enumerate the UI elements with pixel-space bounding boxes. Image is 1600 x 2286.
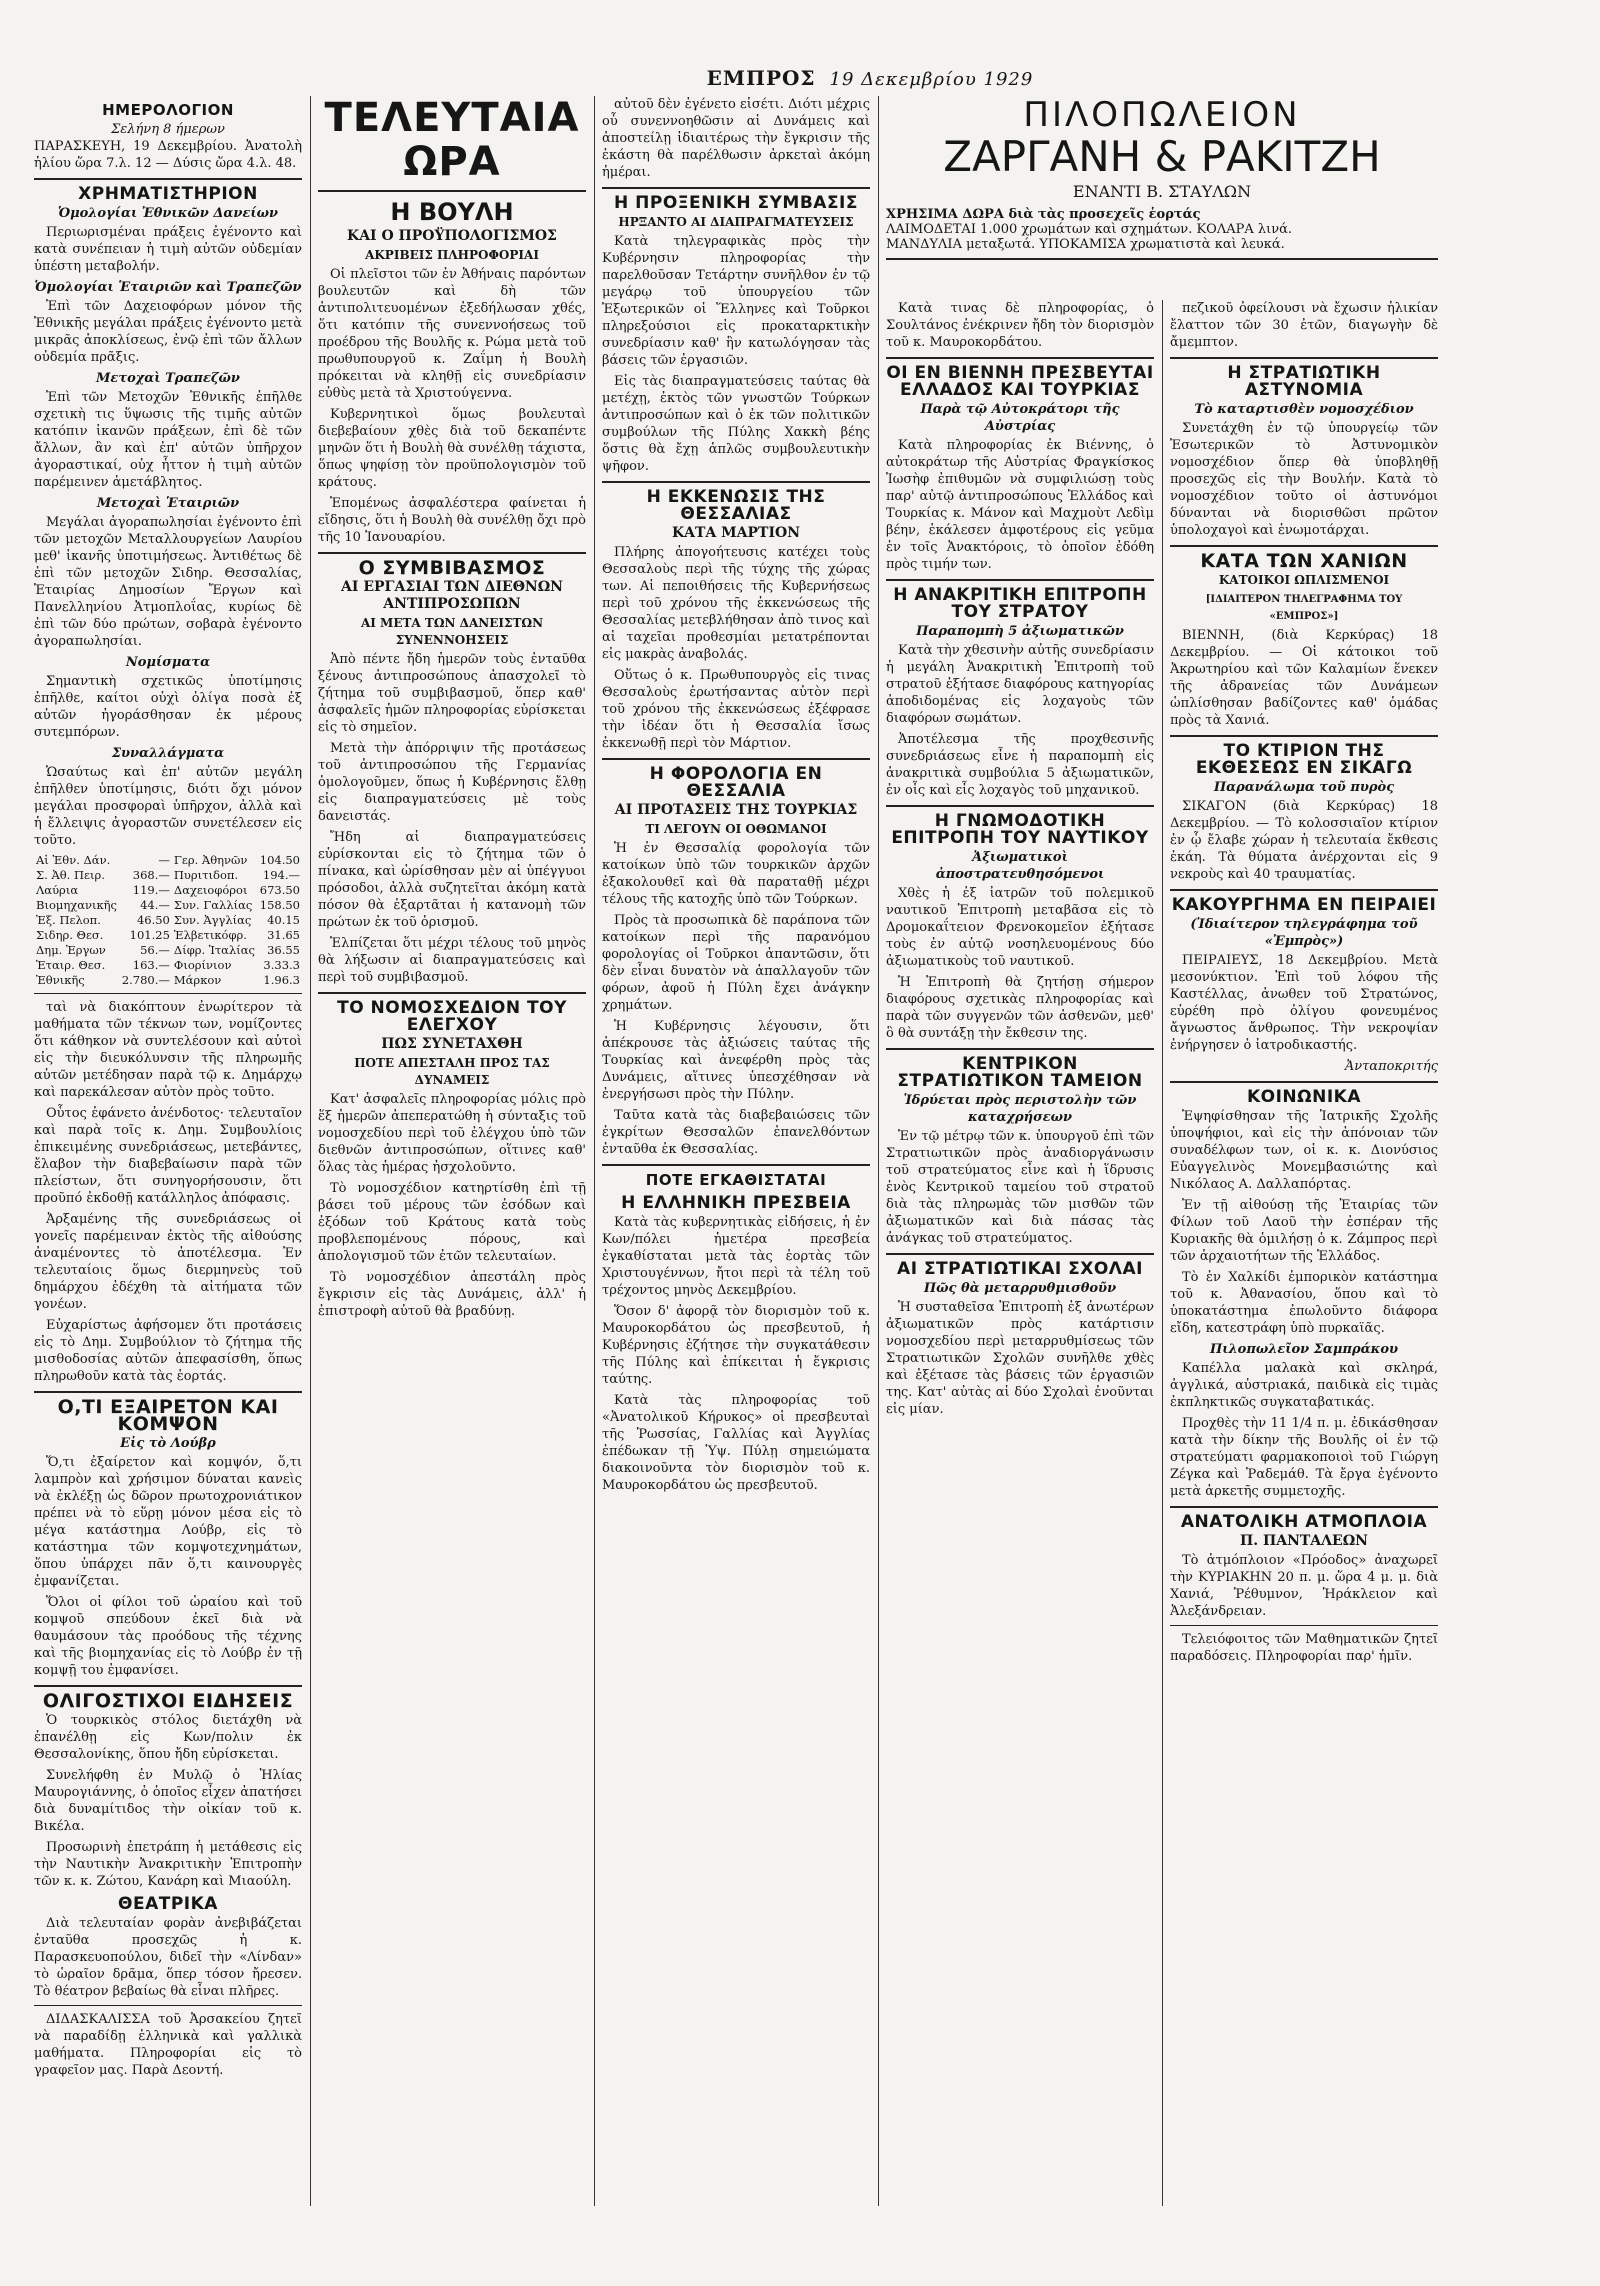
subhead: ΗΡΞΑΝΤΟ ΑΙ ΔΙΑΠΡΑΓΜΑΤΕΥΣΕΙΣ [618, 215, 854, 229]
security-price: 40.15 [267, 913, 300, 927]
article-text: Χθὲς ἡ ἐξ ἰατρῶν τοῦ πολεμικοῦ ναυτικοῦ Ἐπιτροπὴ μεταβᾶσα εἰς τὸ Δρομοκαΐτειον Φρενοκομεῖον ἐξήτασε τοὺς ἐν αὐτῷ νοσηλευομένους δύο ἀξιωματικοὺς τοῦ ναυτικοῦ. [886, 886, 1154, 969]
advert-title: ΖΑΡΓΑΝΗ & ΡΑΚΙΤΖΗ [943, 132, 1381, 181]
market-row [34, 883, 302, 898]
security-name: Σ. Ἀθ. Πειρ. [36, 868, 105, 882]
article-text: Τὸ νομοσχέδιον κατηρτίσθη ἐπὶ τῇ βάσει τοῦ μέρους τῶν ἐσόδων καὶ ἐξόδων τοῦ Κράτους κατὰ τοὺς προβλεπομένους πόρους, καὶ ἀπολογισμοῦ τῶν ἐτῶν τελευταίων. [318, 1181, 586, 1264]
article-text: Πλήρης ἀπογοήτευσις κατέχει τοὺς Θεσσαλοὺς περὶ τῆς τύχης τῆς χώρας των. Αἱ πεποιθήσεις τῆς Κυβερνήσεως περὶ τοῦ χρόνου τῆς ἐκκενώσεως τῆς Θεσσαλίας μετεβλήθησαν ἀπὸ τινος καὶ αἱ ταχεῖαι προθεσμίαι μετατρέπονται εἰς μακρὰς ἀναβολάς. [602, 545, 870, 662]
security-name: Δημ. Ἐργων [36, 943, 106, 957]
headline: Η ΦΟΡΟΛΟΓΙΑ ΕΝ ΘΕΣΣΑΛΙΑ [649, 764, 823, 801]
section-rule [34, 1685, 302, 1687]
column-2 [318, 96, 586, 1324]
section-rule [886, 1253, 1154, 1255]
article-text: Κατὰ πληροφορίας ἐκ Βιέννης, ὁ αὐτοκράτωρ τῆς Αὐστρίας Φραγκίσκος Ἰωσὴφ ἐπιθυμῶν νὰ συμφιλιώσῃ τοὺς παρ' αὐτῷ ἀντιπροσώπους Ἑλλάδος καὶ Τουρκίας κ. Μάνον καὶ Μαχμοὺτ Λεδὶμ βέην, ἐκάλεσεν ἀμφοτέρους εἰς γεῦμα ἐν τοῖς Ἀνακτόροις, τὸ ὁποῖον ἐδόθη πρὸς τιμήν των. [886, 438, 1154, 572]
subhead: ΑΙ ΕΡΓΑΣΙΑΙ ΤΩΝ ΔΙΕΘΝΩΝ ΑΝΤΙΠΡΟΣΩΠΩΝ [341, 579, 563, 612]
subhead: Πιλοπωλεῖον Σαμπράκου [1209, 1342, 1399, 1357]
article-text: Τὸ νομοσχέδιον ἀπεστάλη πρὸς ἔγκρισιν εἰς τὰς Δυνάμεις, ἀλλ' ἡ ἐπιστροφὴ αὐτοῦ θὰ βραδύνῃ. [318, 1270, 586, 1319]
security-price: 1.96.3 [263, 973, 300, 987]
headline: ΑΝΑΤΟΛΙΚΗ ΑΤΜΟΠΛΟΙΑ [1180, 1512, 1428, 1532]
article-text: Ἀπὸ πέντε ἤδη ἡμερῶν τοὺς ἐνταῦθα ξένους ἀντιπροσώπους ἀπασχολεῖ τὸ ζήτημα τοῦ συμβιβασμοῦ, ὅπερ καθ' ἀσφαλεῖς ἡμῶν πληροφορίας εὑρίσκεται εἰς τὸ σημεῖον. [318, 652, 586, 735]
hat-shop-advert [886, 96, 1438, 266]
security-price: 163.— [132, 958, 170, 972]
article-text: Ἐπομένως ἀσφαλέστερα φαίνεται ἡ εἴδησις, ὅτι ἡ Βουλὴ θὰ συνέλθῃ ὄχι πρὸ τῆς 10 Ἰανουαρίου. [318, 496, 586, 545]
security-price: 56.— [140, 943, 170, 957]
section-rule [1170, 1625, 1438, 1626]
subhead: ΑΙ ΠΡΟΤΑΣΕΙΣ ΤΗΣ ΤΟΥΡΚΙΑΣ [614, 802, 858, 818]
subhead: [ΙΔΙΑΙΤΕΡΟΝ ΤΗΛΕΓΡΑΦΗΜΑ ΤΟΥ «ΕΜΠΡΟΣ»] [1205, 594, 1403, 622]
section-rule [34, 178, 302, 180]
subhead: Μετοχαὶ Τραπεζῶν [96, 371, 240, 386]
security-name: Συν. Ἀγγλίας [173, 913, 252, 927]
headline: ΟΙ ΕΝ ΒΙΕΝΝΗ ΠΡΕΣΒΕΥΤΑΙ ΕΛΛΑΔΟΣ ΚΑΙ ΤΟΥΡΚΙΑΣ [886, 363, 1154, 400]
column-divider [878, 96, 879, 2206]
subhead: Ἱδρύεται πρὸς περιστολὴν τῶν καταχρήσεων [903, 1093, 1137, 1125]
article-text: Ὅλοι οἱ φίλοι τοῦ ὡραίου καὶ τοῦ κομψοῦ σπεύδουν ἐκεῖ διὰ νὰ θαυμάσουν τὰς προόδους τῆς τέχνης καὶ τῆς βιομηχανίας εἰς τὸ Λούβρ ἐν τῇ κομψῇ του ἐμφανίσει. [34, 1595, 302, 1678]
article-text: πεζικοῦ ὀφείλουσι νὰ ἔχωσιν ἡλικίαν ἔλαττον τῶν 30 ἐτῶν, διαγωγὴν δὲ ἄμεμπτον. [1170, 301, 1438, 350]
article-text: Ὡσαύτως καὶ ἐπ' αὐτῶν μεγάλη ἐπῆλθεν ὑποτίμησις, διότι ὄχι μόνον μεγάλαι προσφοραὶ ὑπῆρχον, ἀλλὰ καὶ ἡ ἔλλειψις ἀγοραστῶν συνετέλεσεν εἰς τοῦτο. [34, 765, 302, 848]
article-text: Εὐχαρίστως ἀφήσομεν ὅτι προτάσεις εἰς τὸ Δημ. Συμβούλιον τὸ ζήτημα τῆς μισθοδοσίας αὐτῶν ἀπεφασίσθη, ὅπως πληρωθοῦν κατὰ τὰς ἑορτάς. [34, 1318, 302, 1384]
column-3 [602, 96, 870, 1498]
article-text: Κυβερνητικοὶ ὅμως βουλευταὶ διεβεβαίουν χθὲς διὰ τοῦ δεκαπέντε μηνῶν ὅτι ἡ Βουλὴ θὰ συνέλθῃ τάχιστα, ὅπως ψηφίσῃ τὸν προϋπολογισμὸν τοῦ κράτους. [318, 407, 586, 490]
article-text: Τὸ ἀτμόπλοιον «Πρόοδος» ἀναχωρεῖ τὴν ΚΥΡΙΑΚΗΝ 20 π. μ. ὥρα 4 μ. μ. διὰ Χανιά, Ῥέθυμνον, Ἡράκλειον καὶ Ἀλεξάνδρειαν. [1170, 1553, 1438, 1619]
advert-title: ΠΙΛΟΠΩΛΕΙΟΝ [1023, 95, 1301, 135]
article-text: Εἰς τὰς διαπραγματεύσεις ταύτας θὰ μετέχῃ, ἐκτὸς τῶν γνωστῶν Τούρκων ἀντιπροσώπων καὶ ὁ ἐκ τῶν πολιτικῶν συμβούλων τῆς Πύλης Χακκὴ βέης ὅστις θὰ ἔχῃ ἁπλῶς συμβουλευτικὴν ψῆφον. [602, 374, 870, 474]
article-text: Προσωρινὴ ἐπετράπη ἡ μετάθεσις εἰς τὴν Ναυτικὴν Ἀνακριτικὴν Ἐπιτροπὴν τῶν κ. κ. Ζώτου, Κανάρη καὶ Μιαούλη. [34, 1840, 302, 1889]
column-5 [1170, 300, 1438, 1669]
market-row [34, 898, 302, 913]
article-text: Ἀρξαμένης τῆς συνεδριάσεως οἱ γονεῖς παρέμειναν ἐκτὸς τῆς αἰθούσης ἀναμένοντες τὸ ἀποτέλεσμα. Ἐν τελευταίοις ὅμως διερμηνεὺς τοῦ δημάρχου ἐδέχθη τὰ αἰτήματα τῶν γονέων. [34, 1212, 302, 1312]
section-rule [886, 1048, 1154, 1050]
security-price: 44.— [140, 898, 170, 912]
market-row [34, 868, 302, 883]
security-price: 119.— [132, 883, 170, 897]
section-rule [886, 258, 1438, 260]
security-price: — [158, 853, 170, 867]
article-text: ΒΙΕΝΝΗ, (διὰ Κερκύρας) 18 Δεκεμβρίου. — Οἱ κάτοικοι τοῦ Ἀκρωτηρίου καὶ τῶν Καλαμίων ἕνεκεν τῆς ἀδρανείας τῶν Δυνάμεων ὡπλίσθησαν βαδίζοντες καθ' ὁμάδας πρὸς τὰ Χανιά. [1170, 628, 1438, 728]
subhead: ΚΑΙ Ο ΠΡΟΫΠΟΛΟΓΙΣΜΟΣ [347, 228, 557, 244]
subhead: Νομίσματα [125, 655, 211, 670]
section-rule [318, 992, 586, 994]
section-rule [1170, 545, 1438, 547]
security-name: Αἱ Ἐθν. Δάν. [36, 853, 111, 867]
headline: Η ΓΝΩΜΟΔΟΤΙΚΗ ΕΠΙΤΡΟΠΗ ΤΟΥ ΝΑΥΤΙΚΟΥ [891, 811, 1149, 848]
section-rule [1170, 357, 1438, 359]
advert-line: ΛΑΙΜΟΔΕΤΑΙ 1.000 χρωμάτων καὶ σχημάτων. ΚΟΛΑΡΑ λινά. [886, 222, 1293, 237]
headline: Ο ΣΥΜΒΙΒΑΣΜΟΣ [358, 557, 546, 579]
article-text: Ἀποτέλεσμα τῆς προχθεσινῆς συνεδριάσεως εἶνε ἡ παραπομπὴ εἰς ἀνακριτικὰ συμβούλια 5 ἀξιωματικῶν, ἐν οἷς καὶ εἷς λοχαγὸς τοῦ μηχανικοῦ. [886, 732, 1154, 798]
subhead: Παρανάλωμα τοῦ πυρὸς [1213, 780, 1395, 795]
article-text: Ἐν τῷ μέτρῳ τῶν κ. ὑπουργοῦ ἐπὶ τῶν Στρατιωτικῶν πρὸς ἀναδιοργάνωσιν τοῦ στρατεύματος εἶνε καὶ ἡ ἵδρυσις ἐνὸς Κεντρικοῦ ταμείου τοῦ στρατοῦ διὰ τὰς πληρωμὰς τῶν μισθῶν τῶν ἀξιωματικῶν καὶ διὰ πάσας τὰς ἀνάγκας τοῦ στρατεύματος. [886, 1129, 1154, 1246]
subhead: ΠΩΣ ΣΥΝΕΤΑΧΘΗ [381, 1036, 523, 1052]
subhead: Ὁμολογίαι Ἑταιριῶν καὶ Τραπεζῶν [34, 280, 302, 295]
subhead: Ὁμολογίαι Ἐθνικῶν Δανείων [57, 206, 279, 221]
security-name: Ἑλβετικόφρ. [173, 928, 247, 942]
security-price: 101.25 [129, 928, 170, 942]
subhead: Μετοχαὶ Ἑταιριῶν [96, 496, 240, 511]
column-4 [886, 300, 1154, 1422]
headline: ΚΕΝΤΡΙΚΟΝ ΣΤΡΑΤΙΩΤΙΚΟΝ ΤΑΜΕΙΟΝ [897, 1054, 1143, 1091]
column-divider [594, 96, 595, 2206]
security-name: Φιορίνιον [173, 958, 232, 972]
subhead: Εἰς τὸ Λούβρ [120, 1436, 216, 1451]
article-text: Καπέλλα μαλακὰ καὶ σκληρά, ἀγγλικά, αὐστριακά, παιδικὰ εἰς τιμὰς ἐκπληκτικῶς συγκαταβατικάς. [1170, 1361, 1438, 1410]
subhead: ΚΑΤΑ ΜΑΡΤΙΟΝ [671, 525, 801, 541]
subhead: Πῶς θὰ μεταρρυθμισθοῦν [923, 1281, 1117, 1296]
subhead: ΚΑΤΟΙΚΟΙ ΩΠΛΙΣΜΕΝΟΙ [1218, 573, 1390, 587]
article-text: Προχθὲς τὴν 11 1/4 π. μ. ἐδικάσθησαν κατὰ τὴν δίκην τῆς Βουλῆς οἱ ἐν τῷ στρατεύματι φαρμακοποιοὶ τοῦ Γιώργη Ζέγκα καὶ Ῥαδεμάθ. Τὰ ἔργα ἐγένοντο μετὰ ἀρκετῆς συμμετοχῆς. [1170, 1416, 1438, 1499]
article-text: Ὅ,τι ἐξαίρετον καὶ κομψόν, ὅ,τι λαμπρὸν καὶ χρήσιμον δύναται κανεὶς νὰ ἐκλέξῃ ὡς δῶρον πρωτοχρονιάτικον πρέπει νὰ τὸ εὕρῃ μόνον μέσα εἰς τὸ μέγα κατάστημα Λούβρ, εἰς τὸ κατάστημα τῶν κομψοτεχνημάτων, ὅπου ὑπάρχει πᾶν ὅ,τι καινουργὲς ἐμφανίζεται. [34, 1455, 302, 1589]
security-price: 31.65 [267, 928, 300, 942]
advert-line: ΧΡΗΣΙΜΑ ΔΩΡΑ διὰ τὰς προσεχεῖς ἑορτάς [886, 207, 1201, 222]
classified-ad: Τελειόφοιτος τῶν Μαθηματικῶν ζητεῖ παραδόσεις. Πληροφορίαι παρ' ἡμῖν. [1170, 1632, 1438, 1664]
article-text: Ἐπὶ τῶν Δαχειοφόρων μόνον τῆς Ἐθνικῆς μεγάλαι πράξεις ἐγένοντο μετὰ μικρᾶς ἀποκλίσεως, ἐνῷ ἐπὶ τῶν ἄλλων οὐδεμία πρᾶξις. [34, 299, 303, 365]
market-row [34, 928, 302, 943]
article-text: Συνελήφθη ἐν Μυλῷ ὁ Ἠλίας Μαυρογιάννης, ὁ ὁποῖος εἶχεν ἀπατήσει διὰ δυναμίτιδος τὴν οἰκίαν τοῦ κ. Βικέλα. [34, 1768, 302, 1834]
article-text: Κατ' ἀσφαλεῖς πληροφορίας μόλις πρὸ ἕξ ἡμερῶν ἀπεπερατώθη ἡ σύνταξις τοῦ νομοσχεδίου περὶ τοῦ ἐλέγχου ὑπὸ τῶν διεθνῶν ἀντιπροσώπων, οἵτινες καθ' ὅλας τὰς ἡμέρας ἠσχολοῦντο. [318, 1092, 586, 1175]
article-text: Οὗτος ἐφάνετο ἀνένδοτος· τελευταῖον καὶ παρὰ τοῖς κ. Δημ. Συμβουλίοις ἐπικειμένης συνεδριάσεως, μετεβάντες, ἔλαβον τὴν διαβεβαίωσιν παρὰ τῶν πλείστων, ὅτι συνηγορήσουσιν, ὅτι προῦπό ἐκδοθῇ κατάλληλος ἀπόφασις. [34, 1106, 302, 1206]
headline: Η ΒΟΥΛΗ [390, 198, 514, 226]
security-name: Δίφρ. Ἰταλίας [173, 943, 255, 957]
headline: ΚΑΚΟΥΡΓΗΜΑ ΕΝ ΠΕΙΡΑΙΕΙ [1171, 895, 1437, 915]
headline: ΟΛΙΓΟΣΤΙΧΟΙ ΕΙΔΗΣΕΙΣ [42, 1690, 294, 1712]
security-price: 36.55 [267, 943, 300, 957]
subhead: Τὸ καταρτισθὲν νομοσχέδιον [1194, 402, 1414, 417]
headline: ΤΟ ΚΤΙΡΙΟΝ ΤΗΣ ΕΚΘΕΣΕΩΣ ΕΝ ΣΙΚΑΓΩ [1195, 741, 1413, 778]
headline: ΘΕΑΤΡΙΚΑ [118, 1894, 218, 1914]
section-rule [602, 758, 870, 760]
calendar-title: ΗΜΕΡΟΛΟΓΙΟΝ [102, 101, 234, 119]
security-price: 673.50 [259, 883, 300, 897]
section-rule [1170, 889, 1438, 891]
section-rule [602, 1164, 870, 1166]
article-text: Κατὰ τινας δὲ πληροφορίας, ὁ Σουλτάνος ἐνέκρινεν ἤδη τὸν διορισμὸν τοῦ κ. Μαυροκορδάτου. [886, 301, 1154, 350]
security-price: 3.33.3 [263, 958, 300, 972]
headline: Η ΑΝΑΚΡΙΤΙΚΗ ΕΠΙΤΡΟΠΗ ΤΟΥ ΣΤΡΑΤΟΥ [893, 585, 1147, 622]
article-text: Ἐπὶ τῶν Μετοχῶν Ἐθνικῆς ἐπῆλθε σχετικὴ τις ὕψωσις τῆς τιμῆς αὐτῶν κατόπιν ἱκανῶν πράξεων, ἐπὶ δὲ τῶν ἄλλων, ἂν καὶ ἐπ' αὐτῶν ὑπῆρχον ἀγοραστικαί, οὐχ ἧττον ἡ τιμὴ αὐτῶν παρέμεινεν ἀμετάβλητος. [34, 390, 302, 490]
subhead: Π. ΠΑΝΤΑΛΕΩΝ [1240, 1533, 1368, 1549]
subhead: ΤΙ ΛΕΓΟΥΝ ΟΙ ΟΘΩΜΑΝΟΙ [645, 822, 827, 836]
article-text: Ἡ ἐν Θεσσαλίᾳ φορολογία τῶν κατοίκων ὑπὸ τῶν τουρκικῶν ἀρχῶν ἐξακολουθεῖ καὶ θὰ παραταθῇ μέχρι τέλους τῆς κατοχῆς ὑπὸ τῶν Τούρκων. [602, 841, 870, 907]
article-text: Συνετάχθη ἐν τῷ ὑπουργείῳ τῶν Ἐσωτερικῶν τὸ Ἀστυνομικὸν νομοσχέδιον ὅπερ θὰ ὑποβληθῇ προσεχῶς εἰς τὴν Βουλήν. Κατὰ τὸ νομοσχέδιον τοῦτο οἱ ἀστυνόμοι δύνανται νὰ διορισθῶσι πρῶτον ὑπολοχαγοὶ καὶ ἐνωμοτάρχαι. [1170, 421, 1438, 538]
column-1 [34, 96, 302, 2083]
section-rule [1170, 1506, 1438, 1508]
calendar-line: ΠΑΡΑΣΚΕΥΗ, 19 Δεκεμβρίου. Ἀνατολὴ ἡλίου ὥρα 7.λ. 12 — Δύσις ὥρα 4.λ. 48. [34, 139, 302, 171]
exchange-title: ΧΡΗΜΑΤΙΣΤΗΡΙΟΝ [78, 184, 258, 204]
article-text: Ἐν τῇ αἰθούσῃ τῆς Ἑταιρίας τῶν Φίλων τοῦ Λαοῦ τὴν ἐσπέραν τῆς Κυριακῆς θὰ ὁμιλήσῃ ὁ κ. Ζάμπρος περὶ τῶν ἀρχαιοτήτων τῆς Ἑλλάδος. [1170, 1198, 1438, 1264]
section-rule [318, 190, 586, 192]
banner-headline: ΤΕΛΕΥΤΑΙΑ ΩΡΑ [324, 95, 580, 185]
article-text: ταὶ νὰ διακόπτουν ἐνωρίτερον τὰ μαθήματα τῶν τέκνων των, νομίζοντες ὅτι κάθηκον νὰ συντελέσουν καὶ αὐτοὶ εἰς τὴν διευκόλυνσιν τῆς πληρωμῆς αὐτῶν μετέδησαν παρὰ τῷ κ. Δημάρχῳ καὶ παρεκάλεσαν αὐτὸν πρὸς τοῦτο. [34, 1000, 302, 1100]
security-name: Πυριτιδοπ. [173, 868, 239, 882]
security-name: Δαχειοφόροι [173, 883, 248, 897]
security-name: Ἑταιρ. Θεσ. [36, 958, 106, 972]
section-rule [602, 187, 870, 189]
security-price: 46.50 [136, 913, 170, 927]
security-name: Γερ. Ἀθηνῶν [173, 853, 248, 867]
classified-ad: ΔΙΔΑΣΚΑΛΙΣΣΑ τοῦ Ἀρσακείου ζητεῖ νὰ παραδίδῃ ἑλληνικὰ καὶ γαλλικὰ μαθήματα. Πληροφορίαι εἰς τὸ γραφεῖον μας. Παρὰ Δεοντή. [34, 2012, 302, 2078]
market-table [34, 853, 302, 988]
market-row [34, 958, 302, 973]
article-text: ΠΕΙΡΑΙΕΥΣ, 18 Δεκεμβρίου. Μετὰ μεσονύκτιον. Ἐπὶ τοῦ λόφου τῆς Καστέλλας, ἀνωθεν τοῦ Στρατώνος, εὑρέθη πρὸ ὀλίγου φονευμένος ἄγνωστος ἄνθρωπος. Τὴν νεκροψίαν ἐνήργησεν ὁ ἰατροδικαστής. [1170, 953, 1438, 1053]
subhead: (Ἰδιαίτερον τηλεγράφημα τοῦ «Ἐμπρὸς») [1190, 917, 1418, 949]
article-text: Ἐψηφίσθησαν τῆς Ἰατρικῆς Σχολῆς ὑποψήφιοι, καὶ εἰς τὴν ἀπόνοιαν τῶν συναδέλφων των, οἱ κ. κ. Διονύσιος Εὐαγγελινὸς Μονεμβασιώτης καὶ Νικόλαος Α. Δαλλαπόρτας. [1170, 1109, 1438, 1192]
issue-date: 19 Δεκεμβρίου 1929 [829, 69, 1034, 90]
security-price: 104.50 [259, 853, 300, 867]
headline: ΠΟΤΕ ΕΓΚΑΘΙΣΤΑΤΑΙ [645, 1171, 827, 1189]
article-text: Οἱ πλεῖστοι τῶν ἐν Ἀθήναις παρόντων βουλευτῶν καὶ δὴ τῶν ἀντιπολιτευομένων ἐξεδήλωσαν χθές, ὅτι κατόπιν τῆς συνεννοήσεως τοῦ προέδρου τῆς Βουλῆς κ. Ρώμα μετὰ τοῦ πρωθυπουργοῦ κ. Ζαΐμη ἡ Βουλὴ πρόκειται νὰ κληθῇ εἰς συνεδρίασιν εὐθὺς μετὰ τὰ Χριστούγεννα. [318, 267, 586, 401]
security-price: 194.— [262, 868, 300, 882]
article-text: Κατὰ τὰς πληροφορίας τοῦ «Ἀνατολικοῦ Κήρυκος» οἱ πρεσβευταὶ τῆς Ῥωσσίας, Γαλλίας καὶ Ἀγγλίας ἐπέδωκαν τῇ Ὑψ. Πύλῃ σημειώματα διακοινοῦντα τὸν διορισμὸν τοῦ κ. Μαυροκορδάτου ὡς πρεσβευτοῦ. [602, 1393, 870, 1493]
article-text: Ταῦτα κατὰ τὰς διαβεβαιώσεις τῶν ἐγκρίτων Θεσσαλῶν ἐπανελθόντων ἐνταῦθα ἐκ Θεσσαλίας. [602, 1108, 870, 1157]
market-row [34, 853, 302, 868]
article-text: Διὰ τελευταίαν φορὰν ἀνεβιβάζεται ἐνταῦθα προσεχῶς ἡ κ. Παρασκευοπούλου, διδεῖ τὴν «Λίνδαν» τὸ ὡραῖον δρᾶμα, ὅπερ τόσον ἤρεσεν. Τὸ θέατρον βεβαίως θὰ εἶναι πλῆρες. [34, 1916, 302, 1999]
market-row [34, 943, 302, 958]
section-rule [886, 357, 1154, 359]
security-price: 2.780.— [121, 973, 170, 987]
article-text: Ἡ Ἐπιτροπὴ θὰ ζητήσῃ σήμερον διαφόρους σχετικὰς πληροφορίας καὶ παρὰ τῶν συγγενῶν τῶν ἀσθενῶν, μεθ' ὃ θὰ συντάξῃ τὴν ἔκθεσιν της. [886, 975, 1154, 1041]
security-price: 158.50 [259, 898, 300, 912]
column-divider [310, 96, 311, 2206]
headline: Η ΕΚΚΕΝΩΣΙΣ ΤΗΣ ΘΕΣΣΑΛΙΑΣ [646, 487, 826, 524]
advert-line: ΜΑΝΔΥΛΙΑ μεταξωτά. ΥΠΟΚΑΜΙΣΑ χρωματιστὰ καὶ λευκά. [886, 237, 1285, 252]
article-text: Ἡ Κυβέρνησις λέγουσιν, ὅτι ἀπέκρουσε τὰς ἀξιώσεις ταύτας τῆς Τουρκίας καὶ ἀνεφέρθη πρὸς τὰς Δυνάμεις, αἵτινες ὑπεσχέθησαν νὰ ἐνεργήσωσι πρὸς τὴν Πύλην. [602, 1019, 870, 1102]
byline: Ἀνταποκριτής [1344, 1059, 1438, 1074]
subhead: ΑΙ ΜΕΤΑ ΤΩΝ ΔΑΝΕΙΣΤΩΝ ΣΥΝΕΝΝΟΗΣΕΙΣ [360, 616, 544, 647]
subhead: ΠΟΤΕ ΑΠΕΣΤΑΛΗ ΠΡΟΣ ΤΑΣ ΔΥΝΑΜΕΙΣ [354, 1056, 550, 1087]
article-text: Ἤδη αἱ διαπραγματεύσεις εὑρίσκονται εἰς τὸ ζήτημα τῶν ὁ πίνακα, καὶ ὡρίσθησαν μὲν αἱ ὑπέγγυοι πρόσοδοι, ἀλλὰ συζητεῖται ἀκόμη κατὰ πόσον θὰ ἐξαρτᾶται ἡ κατανομὴ τῶν πρώτων ἐκ τοῦ ὁρισμοῦ. [318, 830, 586, 930]
headline: ΚΑΤΑ ΤΩΝ ΧΑΝΙΩΝ [1200, 550, 1408, 572]
article-text: Μετὰ τὴν ἀπόρριψιν τῆς προτάσεως τοῦ ἀντιπροσώπου τῆς Γερμανίας ὁμολογοῦμεν, ὅπως ἡ Κυβέρνησις ἔλθῃ εἰς διαπραγματεύσεις μὲ τοὺς δανειστάς. [318, 741, 586, 824]
headline: Η ΣΤΡΑΤΙΩΤΙΚΗ ΑΣΤΥΝΟΜΙΑ [1227, 363, 1381, 400]
subhead: Συναλλάγματα [111, 746, 225, 761]
headline: ΤΟ ΝΟΜΟΣΧΕΔΙΟΝ ΤΟΥ ΕΛΕΓΧΟΥ [337, 998, 567, 1035]
security-price: 368.— [132, 868, 170, 882]
article-text: Περιωρισμέναι πράξεις ἐγένοντο καὶ κατὰ συνέπειαν ἡ τιμὴ αὐτῶν οὐδεμίαν ὑπέστη μεταβολήν. [34, 225, 302, 274]
security-name: Ἐθνικῆς [36, 973, 85, 987]
article-text: Πρὸς τὰ προσωπικὰ δὲ παράπονα τῶν κατοίκων περὶ τῆς παρανόμου φορολογίας οἱ Τοῦρκοι ἀπαντῶσιν, ὅτι δὲν εἶναι δυνατὸν νὰ ἀπαλλαγοῦν τῶν φόρων, ἀφοῦ ἡ Πύλη ἔχει ἀνάγκην χρημάτων. [602, 913, 870, 1013]
headline: ΚΟΙΝΩΝΙΚΑ [1246, 1087, 1361, 1107]
headline: ΑΙ ΣΤΡΑΤΙΩΤΙΚΑΙ ΣΧΟΛΑΙ [897, 1259, 1143, 1279]
article-text: Ὅσον δ' ἀφορᾷ τὸν διορισμὸν τοῦ κ. Μαυροκορδάτου ὡς πρεσβευτοῦ, ἡ Κυβέρνησις ἐζήτησε τὴν συγκατάθεσιν τῆς Πύλης καὶ ἐπίκειται ἡ ἔγκρισις ταύτης. [602, 1304, 870, 1387]
market-row [34, 973, 302, 988]
security-name: Ἐξ. Πελοπ. [36, 913, 101, 927]
security-name: Σιδηρ. Θεσ. [36, 928, 104, 942]
column-divider [1162, 300, 1163, 2206]
section-rule [34, 993, 302, 994]
section-rule [34, 2005, 302, 2006]
subhead: Παραπομπὴ 5 ἀξιωματικῶν [916, 624, 1124, 639]
masthead [660, 66, 1080, 90]
headline: Η ΠΡΟΞΕΝΙΚΗ ΣΥΜΒΑΣΙΣ [613, 193, 858, 213]
section-rule [886, 579, 1154, 581]
headline: Η ΕΛΛΗΝΙΚΗ ΠΡΕΣΒΕΙΑ [621, 1193, 851, 1213]
section-rule [602, 481, 870, 483]
article-text: αὐτοῦ δὲν ἐγένετο εἰσέτι. Διότι μέχρις οὗ συνεννοηθῶσιν αἱ Δυνάμεις καὶ ἀποστείλῃ ἰδιαιτέρως τὴν ἔγκρισιν τῆς ἑκάστη θὰ παρέλθωσιν ἀρκεταὶ ἀκόμη ἡμέραι. [602, 97, 870, 180]
article-text: ΣΙΚΑΓΟΝ (διὰ Κερκύρας) 18 Δεκεμβρίου. — Τὸ κολοσσιαῖον κτίριον ἐν ᾧ ἔλαβε χώραν ἡ τελευταία ἔκθεσις ἐκάη. Τὰ θύματα ἀνέρχονται εἰς 9 νεκροὺς καὶ 40 τραυματίας. [1170, 799, 1438, 882]
article-text: Κατὰ τὰς κυβερνητικὰς εἰδήσεις, ἡ ἐν Κων/πόλει ἡμετέρα πρεσβεία ἐγκαθίσταται μετὰ τὰς ἑορτὰς τῶν Χριστουγέννων, ἤτοι περὶ τὰ τέλη τοῦ τρέχοντος μηνὸς Δεκεμβρίου. [602, 1215, 870, 1298]
subhead: Παρὰ τῷ Αὐτοκράτορι τῆς Αὐστρίας [920, 402, 1120, 434]
advert-subtitle: ΕΝΑΝΤΙ Β. ΣΤΑΥΛΩΝ [1072, 182, 1252, 201]
article-text: Κατὰ τηλεγραφικὰς πρὸς τὴν Κυβέρνησιν πληροφορίας τὴν παρελθοῦσαν Τετάρτην συνῆλθον ἐν τῷ μεγάρῳ τοῦ ὑπουργείου τῶν Ἐξωτερικῶν οἱ Ἕλληνες καὶ Τοῦρκοι πληρεξούσιοι εἰς προκαταρκτικὴν συνεδρίασιν καθ' ἣν κατωλόγησαν τὰς βάσεις τῶν ἐργασιῶν. [602, 234, 870, 368]
article-text: Οὕτως ὁ κ. Πρωθυπουργὸς εἰς τινας Θεσσαλοὺς ἐρωτήσαντας αὐτὸν περὶ τοῦ χρόνου τῆς ἐκκενώσεως ἐξέφρασε τὴν ἰδέαν ὅτι ἡ Θεσσαλία ἴσως ἐκκενωθῇ περὶ τὸν Μάρτιον. [602, 668, 870, 751]
section-rule [318, 552, 586, 554]
subhead: ΑΚΡΙΒΕΙΣ ΠΛΗΡΟΦΟΡΙΑΙ [365, 248, 539, 262]
article-text: Σημαντικὴ σχετικῶς ὑποτίμησις ἐπῆλθε, καίτοι οὐχὶ ὀλίγα ποσὰ ἐξ αὐτῶν ἠγοράσθησαν ἐκ μέρους συτεμπόρων. [34, 674, 302, 740]
section-rule [1170, 1081, 1438, 1083]
article-text: Τὸ ἐν Χαλκίδι ἐμπορικὸν κατάστημα τοῦ κ. Ἀθανασίου, ὅπου καὶ τὸ ὑποκατάστημα ἐπωλοῦντο διάφορα εἴδη, κατεστράφη ὑπὸ πυρκαϊᾶς. [1170, 1270, 1438, 1336]
article-text: Ἡ συσταθεῖσα Ἐπιτροπὴ ἐξ ἀνωτέρων ἀξιωματικῶν πρὸς κατάρτισιν νομοσχεδίου περὶ μεταρρυθμίσεως τῶν Στρατιωτικῶν Σχολῶν συνῆλθε χθὲς καὶ ἐξέτασε τὰς βάσεις τῶν ἐργασιῶν της. Κατ' αὐτὰς αἱ δύο Σχολαὶ ἐνοῦνται εἰς μίαν. [886, 1300, 1154, 1417]
article-text: Κατὰ τὴν χθεσινὴν αὐτῆς συνεδρίασιν ἡ μεγάλη Ἀνακριτικὴ Ἐπιτροπὴ τοῦ στρατοῦ ἐξήτασε διαφόρους κατηγορίας ἀποδιδομένας εἰς λοχαγοὺς τῶν διαφόρων σωμάτων. [886, 643, 1154, 726]
security-name: Λαύρια [36, 883, 79, 897]
section-rule [886, 805, 1154, 807]
article-text: Ὁ τουρκικὸς στόλος διετάχθη νὰ ἐπανέλθῃ εἰς Κων/πολιν ἐκ Θεσσαλονίκης, ὅπου ἤδη εὑρίσκεται. [34, 1713, 302, 1762]
security-name: Βιομηχανικῆς [36, 898, 117, 912]
article-text: Μεγάλαι ἀγοραπωλησίαι ἐγένοντο ἐπὶ τῶν μετοχῶν Μεταλλουργείων Λαυρίου μεθ' ἱκανῆς ὑποτιμήσεως. Ἀντιθέτως δὲ ἐπὶ τῶν μετοχῶν Σιδηρ. Θεσσαλίας, Ἑταιρίας Δημοσίων Ἔργων καὶ Πανελληνίου Ἀτμοπλοΐας, κυρίως δὲ ἐπὶ τῶν δύο πρώτων, σοβαρὰ ἐγένοντο ἀγοραπωλησίαι. [34, 515, 302, 649]
headline: Ο,ΤΙ ΕΞΑΙΡΕΤΟΝ ΚΑΙ ΚΟΜΨΟΝ [57, 1396, 279, 1435]
subhead: Ἀξιωματικοὶ ἀποστρατευθησόμενοι [935, 850, 1105, 882]
newspaper-name: ΕΜΠΡΟΣ [706, 66, 816, 90]
security-name: Μάρκον [173, 973, 222, 987]
section-rule [34, 1391, 302, 1393]
calendar-line: Σελήνη 8 ήμερων [111, 122, 225, 137]
article-text: Ἐλπίζεται ὅτι μέχρι τέλους τοῦ μηνὸς θὰ λήξωσιν αἱ διαπραγματεύσεις καὶ περὶ τοῦ συμβιβασμοῦ. [318, 936, 586, 985]
section-rule [1170, 735, 1438, 737]
security-name: Συν. Γαλλίας [173, 898, 253, 912]
market-row [34, 913, 302, 928]
